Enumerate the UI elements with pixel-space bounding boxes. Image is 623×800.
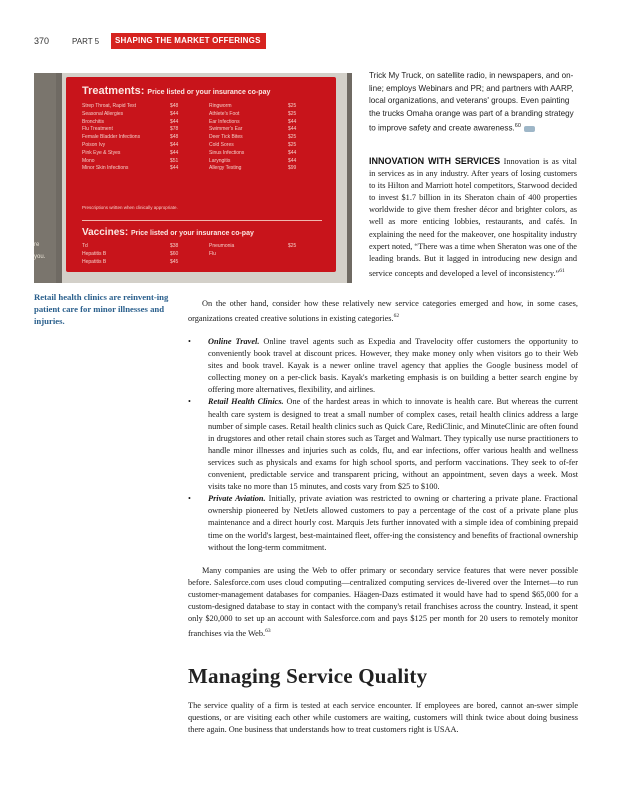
service-innovation-list [188, 336, 578, 554]
vaccine-list: Td Hepatitis B Hepatitis B [82, 243, 107, 265]
treatment-prices-left: $48 $44 $44 $78 $48 $44 $44 $51 $44 [170, 103, 179, 172]
vaccine-price-right: $25 [288, 243, 297, 249]
new-categories-paragraph: On the other hand, consider how these relatively new service categories emerged and how, in some cases, organizations created creative solutions in existing categories.$^{62}$ [188, 299, 578, 323]
footnote-ref: 62 [393, 313, 400, 320]
vaccine-prices: $38 $60 $45 [170, 243, 179, 265]
web-services-paragraph: Many companies are using the Web to offer primary or secondary service features that were never possible before. Salesforce.com uses cloud computing—centralized computing services de-livered over the Internet—to run customer-management databases for companies. Häagen-Dazs estimated it would have had to spend $65,000 for a custom-designed database to stay in contact with the company's retail franchises across the country. Instead, it spent only $20,000 to set up an account with Salesforce.com and pays $125 per month for 20 users to remotely monitor franchises via the Web.$^{63}$ [188, 566, 578, 639]
page-number: 370 [34, 36, 50, 46]
list-item-private-aviation: • Private Aviation. Initially, private aviation was restricted to owning or chartering a private plane. Fractional ownership pioneered by NetJets allowed customers to pay a percentage of the cost of a private plane plus maintenance and a direct hourly cost. Marquis Jets further innovated with a simple idea of combining prepaid time on the world's largest, best-maintained fleet, offer-ing the consistency and benefits of fractional ownership without the long-term commitment. [188, 494, 578, 552]
trick-my-truck-paragraph: Trick My Truck, on satellite radio, in newspapers, and on-line; employs Webinars and PR; and partners with AARP, local organizations, and veterans' groups. Even painting the trucks Omaha orange was part of a branding strategy to improve safety and create awareness.$^{60}$ [369, 71, 574, 134]
list-item-retail-health: • Retail Health Clinics. One of the hardest areas in which to innovate is health care. But whereas the current health care system is designed to treat a small number of complex cases, retail health clinics address a large number of simple cases. Retail health clinics such as Quick Care, RediClinic, and MinuteClinic are often found in drugstores and other retail chain stores such as Target and Walmart. They typically use nurse practitioners to handle minor illnesses and injuries such as colds, flu, and ear infections, offer various health and wellness services such as physicals and exams for high school sports, and perform vaccinations. They seek to of-fer convenient, predictable service and transparent pricing, without an appointment, seven days a week. Most visits take no more than 15 minutes, and costs vary from $25 to $100. [188, 397, 578, 492]
treatments-heading: Treatments: Price listed or your insurance co-pay [82, 85, 271, 97]
photo-caption: Retail health clinics are reinvent-ing patient care for minor illnesses and injuries. [34, 292, 169, 326]
service-quality-paragraph: The service quality of a firm is tested at each service encounter. If employees are bored, cannot an-swer simple questions, or are visiting each other while customers are waiting, customers will think twice about doing business there again. One business that understands how to treat customers right is USAA. [188, 701, 578, 735]
section-banner: SHAPING THE MARKET OFFERINGS [111, 33, 266, 49]
photo-wall [34, 73, 56, 283]
vaccine-list-right: Pneumonia Flu [209, 243, 235, 257]
sign-divider [82, 220, 322, 221]
bullet-icon: • [188, 494, 191, 504]
wall-text: re you. [34, 242, 46, 260]
treatment-prices-right: $25 $25 $44 $44 $25 $25 $44 $44 $99 [288, 103, 297, 172]
treatment-list-left: Strep Throat, Rapid Test Seasonal Allergies Bronchitis Flu Treatment Female Bladder Infections Poison Ivy Pink Eye & Styes Mono Minor Skin Infections [82, 103, 141, 172]
list-item-online-travel: • Online Travel. Online travel agents such as Expedia and Travelocity offer customers the opportunity to conveniently book travel at discount prices. However, they make money only when visitors go to their Web sites and book travel. Kayak is a newer online travel agency that applies the Google business model of collecting money on a per-click basis. Kayak's marketing emphasis is on building a better search engine by offering more alternatives, flexibility, and airlines. [188, 337, 578, 395]
bullet-icon: • [188, 337, 191, 346]
marketing-badge-icon [524, 126, 535, 132]
running-header [34, 33, 266, 49]
treatment-list-right: Ringworm Athlete's Foot Ear Infections Swimmer's Ear Deer Tick Bites Cold Sores Sinus Infections Laryngitis Allergy Testing [209, 103, 245, 172]
part-label: PART 5 [72, 36, 100, 46]
clinic-price-board-photo [34, 73, 352, 283]
innovation-heading: INNOVATION WITH SERVICES [369, 156, 501, 166]
footnote-ref: 61 [559, 267, 565, 274]
bullet-icon: • [188, 397, 191, 407]
footnote-ref: 63 [265, 628, 271, 635]
prescription-note: Prescriptions written when clinically appropriate. [82, 205, 178, 210]
price-sign [66, 77, 336, 272]
footnote-ref: 60 [514, 123, 521, 130]
section-heading: Managing Service Quality [188, 664, 428, 688]
vaccines-heading: Vaccines: Price listed or your insurance co-pay [82, 227, 254, 238]
innovation-paragraph: INNOVATION WITH SERVICES Innovation is as vital in services as in any industry. After years of losing customers to its Hilton and Marriott hotel competitors, Starwood decided to invest $1.7 billion in its Sheraton chain of 400 properties worldwide to give them fresher décor and brighter colors, as well as more enticing lobbies, restaurants, and cafés. In explaining the need for the makeover, one hospitality industry expert noted, “There was a time when Sheraton was one of the leading brands. But it lagged in introducing new design and service concepts and developed a level of inconsistency.”$^{61}$ [369, 156, 577, 278]
